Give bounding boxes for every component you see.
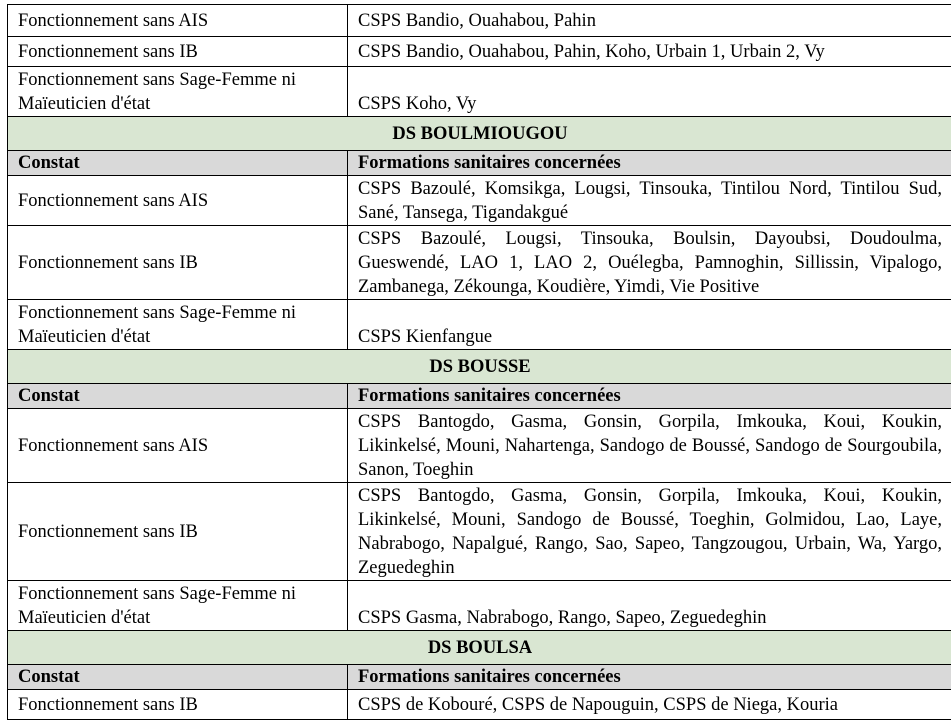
table-row	[8, 483, 951, 581]
constat-cell: Fonctionnement sans Sage-Femme ni Maïeuticien d'état	[8, 581, 348, 631]
formations-cell: CSPS Gasma, Nabrabogo, Rango, Sapeo, Zeguedeghin	[348, 581, 951, 631]
constat-cell: Fonctionnement sans IB	[8, 226, 348, 300]
formations-cell: CSPS Bazoulé, Lougsi, Tinsouka, Boulsin, Dayoubsi, Doudoulma, Gueswendé, LAO 1, LAO 2, Ouélegba, Pamnoghin, Sillissin, Vipalogo, Zambanega, Zékounga, Koudière, Yimdi, Vie Positive	[348, 226, 951, 300]
health-facilities-table	[7, 4, 951, 720]
constat-cell: Fonctionnement sans Sage-Femme ni Maïeuticien d'état	[8, 300, 348, 350]
table-row	[8, 176, 951, 226]
header-row	[8, 151, 951, 176]
header-formations: Formations sanitaires concernées	[348, 384, 951, 409]
table-row	[8, 5, 951, 37]
district-row	[8, 117, 951, 151]
formations-cell: CSPS de Kobouré, CSPS de Napouguin, CSPS de Niega, Kouria	[348, 690, 951, 720]
table-row	[8, 300, 951, 350]
header-row	[8, 384, 951, 409]
table-row	[8, 67, 951, 117]
district-title: DS BOULMIOUGOU	[8, 117, 951, 151]
district-row	[8, 631, 951, 665]
formations-cell: CSPS Bandio, Ouahabou, Pahin, Koho, Urbain 1, Urbain 2, Vy	[348, 37, 951, 67]
table-row	[8, 690, 951, 720]
header-constat: Constat	[8, 384, 348, 409]
formations-cell: CSPS Koho, Vy	[348, 67, 951, 117]
constat-cell: Fonctionnement sans IB	[8, 690, 348, 720]
table-row	[8, 409, 951, 483]
header-constat: Constat	[8, 151, 348, 176]
formations-cell: CSPS Bazoulé, Komsikga, Lougsi, Tinsouka, Tintilou Nord, Tintilou Sud, Sané, Tansega, Tigandakgué	[348, 176, 951, 226]
table-row	[8, 226, 951, 300]
constat-cell: Fonctionnement sans IB	[8, 37, 348, 67]
formations-cell: CSPS Bandio, Ouahabou, Pahin	[348, 5, 951, 37]
table-row	[8, 581, 951, 631]
constat-cell: Fonctionnement sans IB	[8, 483, 348, 581]
district-row	[8, 350, 951, 384]
constat-cell: Fonctionnement sans AIS	[8, 176, 348, 226]
constat-cell: Fonctionnement sans Sage-Femme ni Maïeuticien d'état	[8, 67, 348, 117]
table-row	[8, 37, 951, 67]
header-formations: Formations sanitaires concernées	[348, 665, 951, 690]
district-title: DS BOULSA	[8, 631, 951, 665]
formations-cell: CSPS Kienfangue	[348, 300, 951, 350]
header-constat: Constat	[8, 665, 348, 690]
constat-cell: Fonctionnement sans AIS	[8, 5, 348, 37]
header-row	[8, 665, 951, 690]
formations-cell: CSPS Bantogdo, Gasma, Gonsin, Gorpila, Imkouka, Koui, Koukin, Likinkelsé, Mouni, Nahartenga, Sandogo de Boussé, Sandogo de Sourgoubila, Sanon, Toeghin	[348, 409, 951, 483]
document-page	[7, 4, 951, 720]
header-formations: Formations sanitaires concernées	[348, 151, 951, 176]
constat-cell: Fonctionnement sans AIS	[8, 409, 348, 483]
district-title: DS BOUSSE	[8, 350, 951, 384]
formations-cell: CSPS Bantogdo, Gasma, Gonsin, Gorpila, Imkouka, Koui, Koukin, Likinkelsé, Mouni, Sandogo de Boussé, Toeghin, Golmidou, Lao, Laye, Nabrabogo, Napalgué, Rango, Sao, Sapeo, Tangzougou, Urbain, Wa, Yargo, Zeguedeghin	[348, 483, 951, 581]
